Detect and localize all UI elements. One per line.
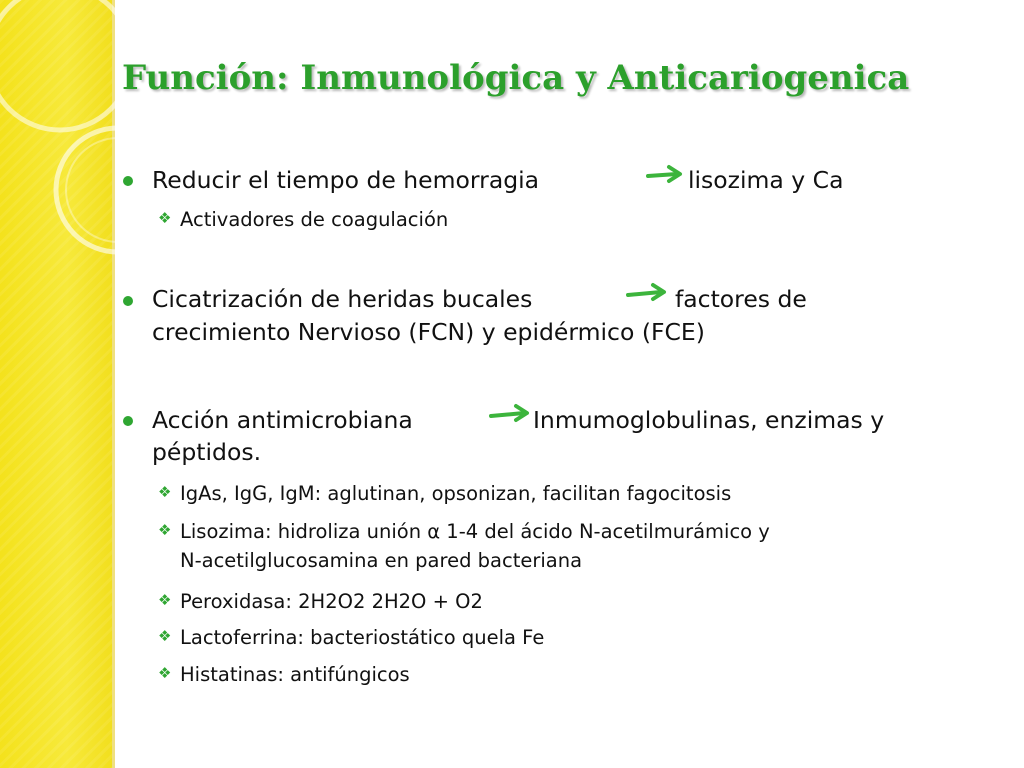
sub-item-text: Lactoferrina: bacteriostático quela Fe xyxy=(180,626,545,649)
sub-item-text: Peroxidasa: 2H2O2 2H2O + O2 xyxy=(180,590,483,613)
green-arrow-icon xyxy=(645,164,685,186)
item-1-result: lisozima y Ca xyxy=(688,166,844,194)
item-1-text: Reducir el tiempo de hemorragia xyxy=(152,166,540,194)
item-2-result: factores de xyxy=(675,285,807,313)
green-arrow-icon xyxy=(488,403,532,425)
sub-item-text: Lisozima: hidroliza unión α 1-4 del ácido N-acetilmurámico y xyxy=(180,520,770,543)
green-arrow-icon xyxy=(625,282,669,304)
diamond-star-icon: ❖ xyxy=(158,209,172,227)
sub-item-text: Histatinas: antifúngicos xyxy=(180,663,410,686)
sub-item-continuation: N-acetilglucosamina en pared bacteriana xyxy=(180,549,583,572)
item-3-result: Inmumoglobulinas, enzimas y xyxy=(533,406,885,434)
diamond-star-icon: ❖ xyxy=(158,483,172,501)
bullet-dot-icon xyxy=(123,176,133,186)
diamond-star-icon: ❖ xyxy=(158,664,172,682)
sub-item-text: IgAs, IgG, IgM: aglutinan, opsonizan, facilitan fagocitosis xyxy=(180,482,732,505)
bullet-dot-icon xyxy=(123,416,133,426)
bullet-dot-icon xyxy=(123,296,133,306)
item-2-text: Cicatrización de heridas bucales xyxy=(152,285,533,313)
item-3-line2: péptidos. xyxy=(152,438,262,466)
item-3-text: Acción antimicrobiana xyxy=(152,406,413,434)
item-2-line2: crecimiento Nervioso (FCN) y epidérmico (FCE) xyxy=(152,318,705,346)
diamond-star-icon: ❖ xyxy=(158,521,172,539)
diamond-star-icon: ❖ xyxy=(158,591,172,609)
diamond-star-icon: ❖ xyxy=(158,627,172,645)
slide-title: Función: Inmunológica y Anticariogenica xyxy=(122,58,910,98)
sub-item-text: Activadores de coagulación xyxy=(180,208,449,231)
